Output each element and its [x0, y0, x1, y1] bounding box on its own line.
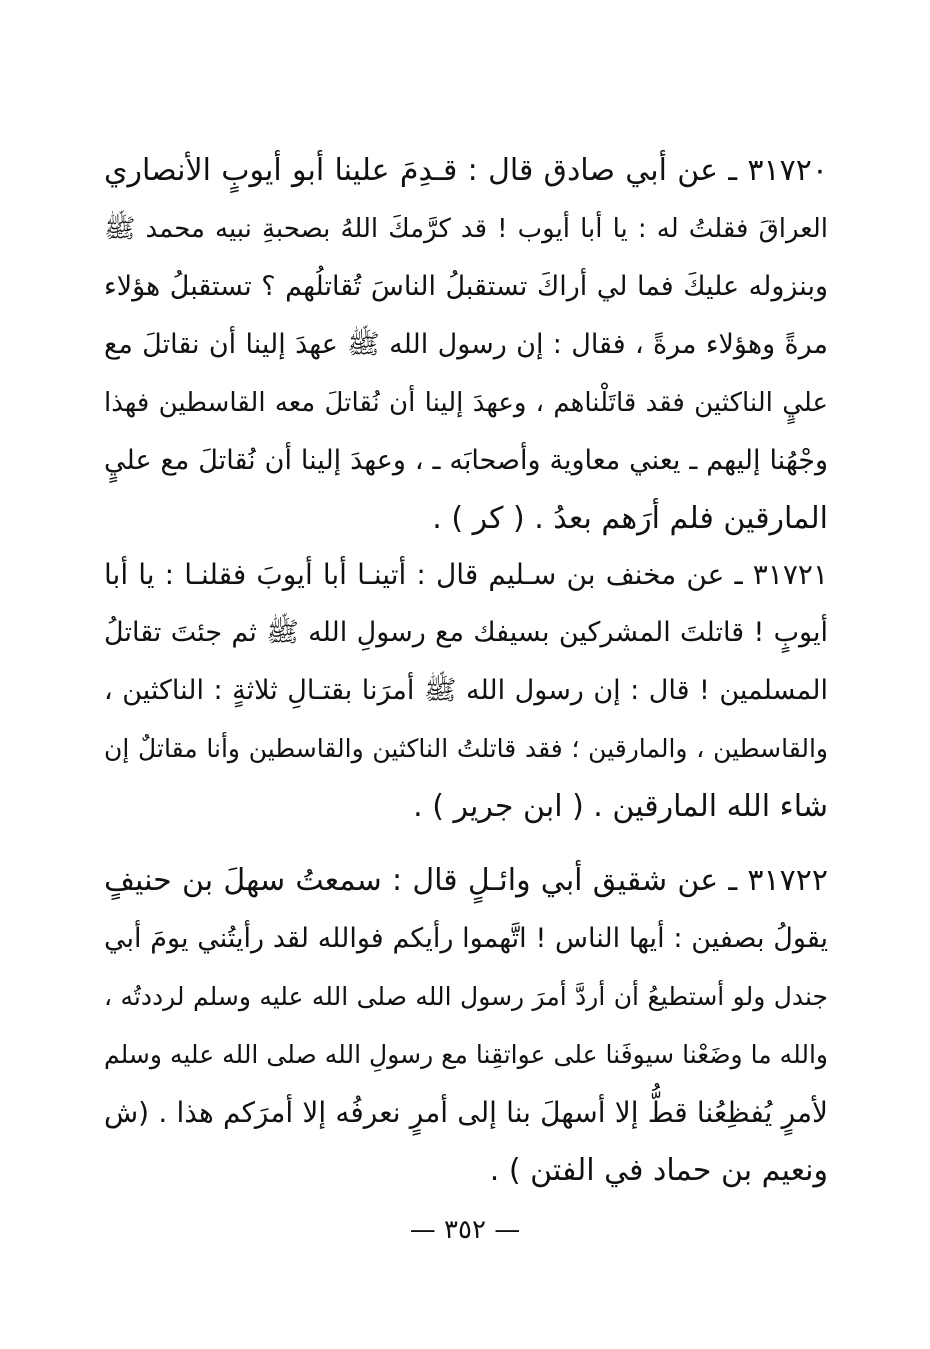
hadith-line: والقاسطين ، والمارقين ؛ فقد قاتلتُ الناكثين والقاسطين وأنا مقاتلٌ إن — [104, 734, 828, 763]
hadith-line: والله ما وضَعْنا سيوفَنا على عواتقِنا مع رسولِ الله صلى الله عليه وسلم — [104, 1040, 828, 1069]
hadith-line: وبنزوله عليكَ فما لي أراكَ تستقبلُ الناسَ تُقاتلُهم ؟ تستقبلُ هؤلاء — [104, 271, 828, 302]
hadith-line: المارقين فلم أرَهم بعدُ . ( كر ) . — [432, 501, 828, 536]
hadith-line: يقولُ بصفين : أيها الناس ! اتَّهموا رأيكم فوالله لقد رأيتُني يومَ أبي — [104, 923, 828, 954]
hadith-31722 — [104, 852, 828, 1200]
hadith-line: مرةً وهؤلاء مرةً ، فقال : إن رسول الله ﷺ عهدَ إلينا أن نقاتلَ مع — [104, 329, 828, 360]
hadith-31721 — [104, 546, 828, 836]
hadith-line: ٣١٧٢١ ـ عن مخنف بن سـليم قال : أتينـا أبا أيوبَ فقلنـا : يا أبا — [104, 558, 828, 591]
hadith-line: لأمرٍ يُفظِعُنا قطُّ إلا أسهلَ بنا إلى أمرٍ نعرفُه إلا أمرَكم هذا . (ش — [104, 1096, 828, 1129]
hadith-line: العراقَ فقلتُ له : يا أبا أيوب ! قد كرَّمكَ اللهُ بصحبةِ نبيه محمد ﷺ — [104, 214, 828, 244]
hadith-line: ٣١٧٢٢ ـ عن شقيق أبي وائـلٍ قال : سمعتُ سهلَ بن حنيفٍ — [104, 863, 828, 898]
hadith-line: ونعيم بن حماد في الفتن ) . — [489, 1153, 828, 1188]
hadith-line: شاء الله المارقين . ( ابن جرير ) . — [413, 789, 828, 824]
page-number: — ٣٥٢ — — [409, 1215, 521, 1245]
hadith-line: ٣١٧٢٠ ـ عن أبي صادق قال : قـدِمَ علينا أبو أيوبٍ الأنصاري — [104, 153, 828, 188]
hadith-line: أيوبٍ ! قاتلتَ المشركين بسيفك مع رسولِ الله ﷺ ثم جئتَ تقاتلُ — [104, 617, 828, 648]
hadith-line: المسلمين ! قال : إن رسول الله ﷺ أمرَنا بقتـالِ ثلاثةٍ : الناكثين ، — [104, 675, 828, 706]
hadith-line: جندل ولو أستطيعُ أن أردَّ أمرَ رسول الله صلى الله عليه وسلم لرددتُه ، — [104, 982, 828, 1011]
hadith-line: وجْهُنا إليهم ـ يعني معاوية وأصحابَه ـ ، وعهدَ إلينا أن نُقاتلَ مع عليٍ — [104, 445, 828, 476]
hadith-line: عليٍ الناكثين فقد قاتَلْناهم ، وعهدَ إلينا أن نُقاتلَ معه القاسطين فهذا — [104, 388, 828, 418]
hadith-31720 — [104, 142, 828, 548]
